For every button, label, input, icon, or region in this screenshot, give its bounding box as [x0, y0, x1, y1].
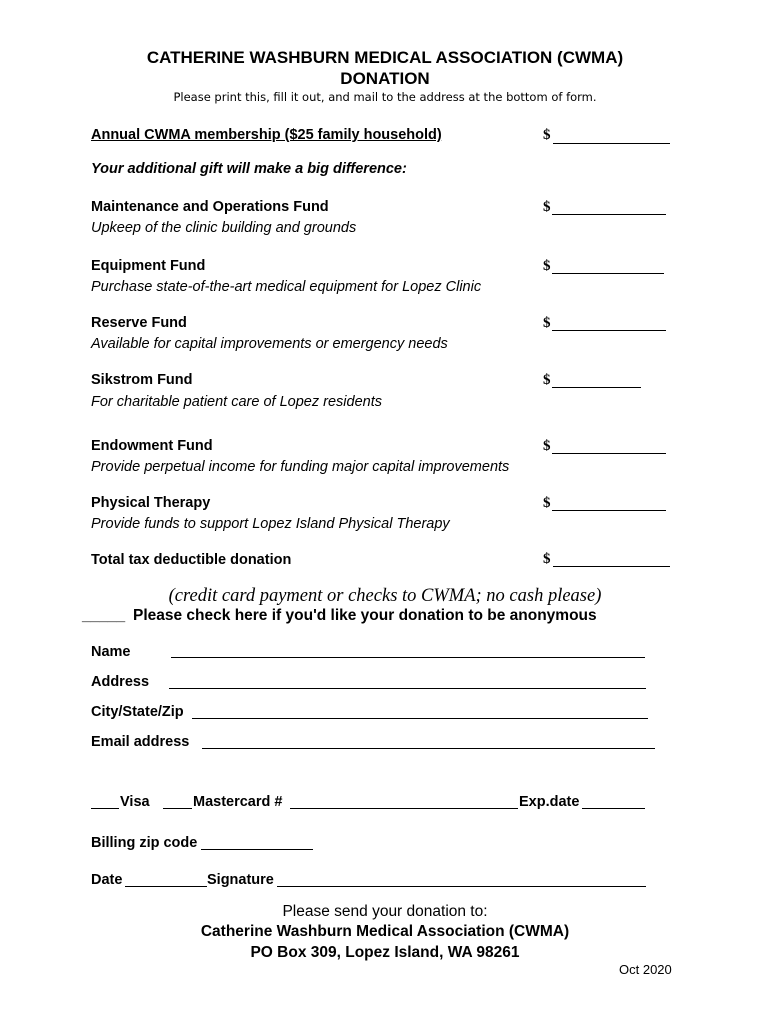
- anonymous-label: Please check here if you'd like your donation to be anonymous: [133, 607, 597, 624]
- signature-field[interactable]: [277, 886, 646, 887]
- form-date: Oct 2020: [619, 962, 672, 977]
- anonymous-checkbox-blank[interactable]: _____: [82, 607, 126, 624]
- visa-label: Visa: [120, 794, 150, 810]
- date-label: Date: [91, 872, 123, 888]
- fund-currency-reserve: $: [543, 315, 551, 331]
- exp-date-field[interactable]: [582, 808, 645, 809]
- gift-prompt: Your additional gift will make a big difference:: [91, 161, 407, 177]
- fund-currency-physical-therapy: $: [543, 495, 551, 511]
- total-amount-line[interactable]: [553, 566, 670, 567]
- send-to-text: Please send your donation to:: [282, 903, 488, 920]
- fund-amount-line-maintenance[interactable]: [552, 214, 666, 215]
- fund-currency-endowment: $: [543, 438, 551, 454]
- fund-name-equipment: Equipment Fund: [91, 258, 206, 274]
- fund-amount-line-reserve[interactable]: [552, 330, 666, 331]
- billing-zip-field[interactable]: [201, 849, 313, 850]
- fund-currency-equipment: $: [543, 258, 551, 274]
- mastercard-label: Mastercard #: [193, 794, 283, 810]
- billing-zip-label: Billing zip code: [91, 835, 198, 851]
- visa-checkbox-line[interactable]: [91, 808, 119, 809]
- signature-label: Signature: [207, 872, 274, 888]
- total-currency: $: [543, 551, 551, 567]
- form-instructions: Please print this, fill it out, and mail to the address at the bottom of form.: [173, 90, 597, 104]
- org-address: PO Box 309, Lopez Island, WA 98261: [250, 944, 520, 961]
- fund-currency-maintenance: $: [543, 199, 551, 215]
- form-title-line1: CATHERINE WASHBURN MEDICAL ASSOCIATION (CWMA): [146, 48, 624, 67]
- org-name: Catherine Washburn Medical Association (CWMA): [200, 923, 570, 940]
- email-label: Email address: [91, 734, 190, 750]
- fund-name-reserve: Reserve Fund: [91, 315, 187, 331]
- fund-name-maintenance: Maintenance and Operations Fund: [91, 199, 329, 215]
- fund-amount-line-physical-therapy[interactable]: [552, 510, 666, 511]
- fund-amount-line-sikstrom[interactable]: [552, 387, 641, 388]
- fund-amount-line-equipment[interactable]: [552, 273, 664, 274]
- form-title-line2: DONATION: [340, 69, 430, 88]
- payment-note: (credit card payment or checks to CWMA; no cash please): [168, 586, 602, 606]
- name-field[interactable]: [171, 657, 645, 658]
- email-field[interactable]: [202, 748, 655, 749]
- date-field[interactable]: [125, 886, 207, 887]
- fund-desc-physical-therapy: Provide funds to support Lopez Island Physical Therapy: [91, 516, 450, 532]
- card-number-field[interactable]: [290, 808, 518, 809]
- fund-name-sikstrom: Sikstrom Fund: [91, 372, 193, 388]
- name-label: Name: [91, 644, 131, 660]
- membership-amount-line[interactable]: [553, 143, 670, 144]
- fund-desc-endowment: Provide perpetual income for funding major capital improvements: [91, 459, 510, 475]
- fund-amount-line-endowment[interactable]: [552, 453, 666, 454]
- membership-currency: $: [543, 127, 551, 143]
- fund-desc-sikstrom: For charitable patient care of Lopez residents: [91, 394, 382, 410]
- fund-currency-sikstrom: $: [543, 372, 551, 388]
- address-field[interactable]: [169, 688, 646, 689]
- fund-name-endowment: Endowment Fund: [91, 438, 213, 454]
- membership-label: Annual CWMA membership ($25 family household): [91, 127, 442, 143]
- fund-desc-maintenance: Upkeep of the clinic building and grounds: [91, 220, 357, 236]
- fund-desc-equipment: Purchase state-of-the-art medical equipment for Lopez Clinic: [91, 279, 482, 295]
- city-state-zip-label: City/State/Zip: [91, 704, 184, 720]
- mastercard-checkbox-line[interactable]: [163, 808, 192, 809]
- total-label: Total tax deductible donation: [91, 552, 292, 568]
- address-label: Address: [91, 674, 150, 690]
- city-state-zip-field[interactable]: [192, 718, 648, 719]
- fund-desc-reserve: Available for capital improvements or emergency needs: [91, 336, 448, 352]
- fund-name-physical-therapy: Physical Therapy: [91, 495, 211, 511]
- exp-date-label: Exp.date: [519, 794, 580, 810]
